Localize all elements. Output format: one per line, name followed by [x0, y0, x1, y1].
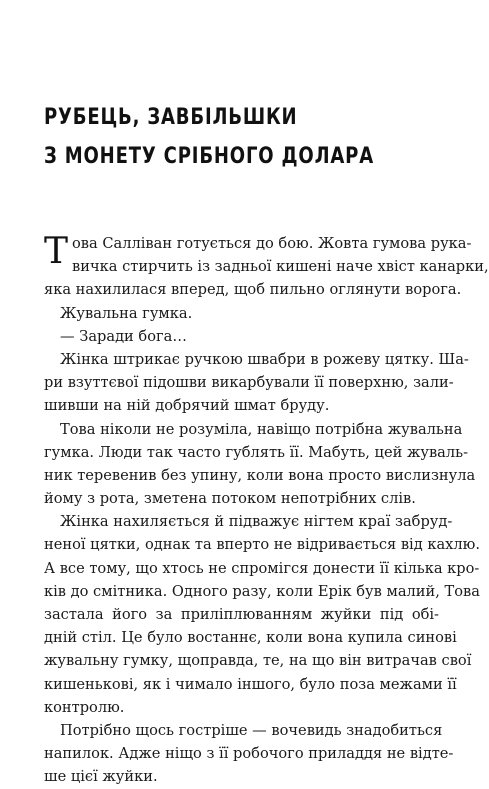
- text-line: гумка. Люди так часто гублять її. Мабуть, цей жуваль-: [44, 443, 469, 461]
- text-line: Жувальна гумка.: [60, 304, 193, 322]
- text-line: шивши на ній добрячий шмат бруду.: [44, 397, 330, 415]
- chapter-title: [44, 98, 372, 176]
- text-line: яка нахилилася вперед, щоб пильно оглянути ворога.: [44, 281, 462, 299]
- paragraph-3: [44, 325, 439, 348]
- text-line: напилок. Адже ніщо з її робочого приладдя не відте-: [44, 745, 454, 763]
- body-text: [44, 231, 489, 789]
- text-line: вичка стирчить із задньої кишені наче хвіст канарки,: [72, 258, 489, 276]
- chapter-title-line-2: З МОНЕТУ СРІБНОГО ДОЛАРА: [44, 144, 374, 169]
- text-line: Потрібно щось гостріше — вочевидь знадобиться: [60, 721, 443, 739]
- text-line: Това ніколи не розуміла, навіщо потрібна жувальна: [60, 420, 463, 438]
- text-line: А все тому, що хтось не спромігся донести її кілька кро-: [44, 559, 480, 577]
- text-line: ків до смітника. Одного разу, коли Ерік був малий, Това: [44, 582, 480, 600]
- text-line: неної цятки, однак та вперто не відривається від кахлю.: [44, 536, 481, 554]
- text-line: ше цієї жуйки.: [44, 768, 158, 786]
- paragraph-5: [44, 418, 476, 511]
- text-line: Жінка штрикає ручкою швабри в рожеву цятку. Ша-: [60, 350, 469, 368]
- paragraph-2: [44, 302, 439, 325]
- text-line: застала його за приліплюванням жуйки під обі-: [44, 606, 439, 623]
- paragraph-4: [44, 348, 469, 418]
- text-line: ри взуттєвої підошви викарбували її поверхню, зали-: [44, 374, 454, 392]
- text-line: йому з рота, зметена потоком непотрібних слів.: [44, 490, 416, 508]
- paragraph-7: [44, 719, 454, 789]
- text-line: дній стіл. Це було востаннє, коли вона купила синові: [44, 629, 457, 647]
- paragraph-1: [44, 231, 489, 302]
- text-line: контролю.: [44, 698, 125, 716]
- text-line: ник теревенив без упину, коли вона просто вислизнула: [44, 466, 476, 484]
- text-line: ова Салліван готується до бою. Жовта гумова рука-: [72, 235, 472, 252]
- text-line: кишенькові, як і чимало іншого, було поза межами її: [44, 675, 457, 693]
- paragraph-6: [44, 510, 481, 719]
- text-line: жувальну гумку, щоправда, те, на що він витрачав свої: [44, 652, 472, 670]
- drop-cap: Т: [44, 231, 69, 272]
- chapter-title-line-1: РУБЕЦЬ, ЗАВБІЛЬШКИ: [44, 105, 298, 130]
- text-line: Жінка нахиляється й підважує нігтем краї забруд-: [60, 513, 453, 531]
- text-line: — Заради бога…: [60, 327, 187, 345]
